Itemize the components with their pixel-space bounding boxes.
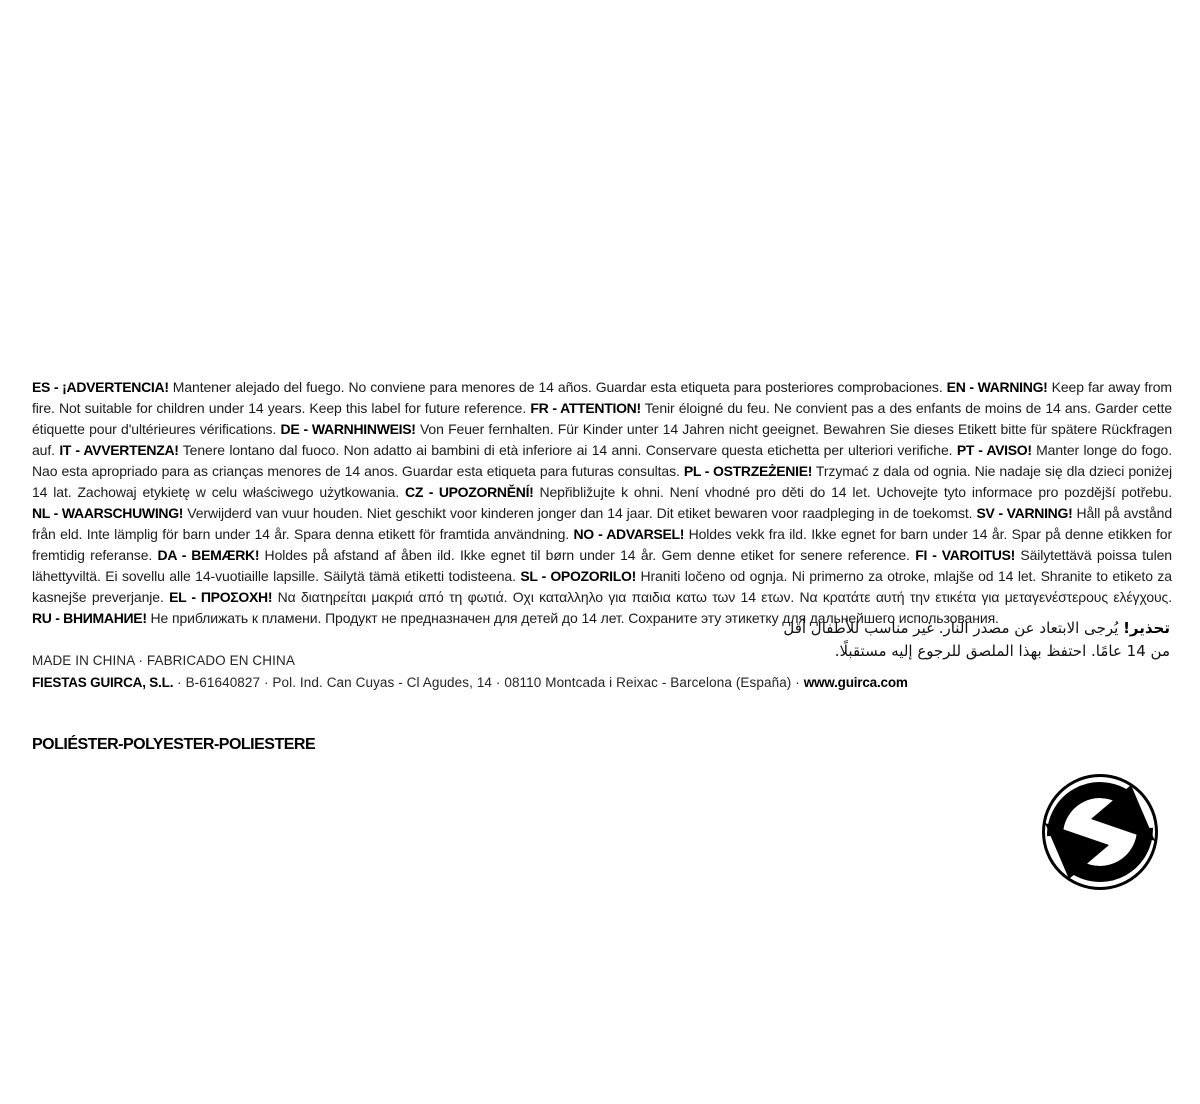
warning-text-da: Holdes på afstand af åben ild. Ikke egnet til børn under 14 år. Gem denne etiket for senere reference. [259,547,916,563]
warning-text-pt: Manter longe do fogo. Nao esta apropriado para as crianças menores de 14 anos. Guardar esta etiqueta para futuras consultas. [32,442,1172,479]
warning-text-no: Holdes vekk fra ild. Ikke egnet for barn under 14 år. Spar på denne etikken for fremtidig referanse. [32,526,1173,563]
warning-text-fi: Säilytettävä poissa tulen lähettyviltä. Ei sovellu alle 14-vuotiaille lapsille. Säilytä tämä etiketti todisteena. [32,547,1172,584]
warning-label-cz: CZ - UPOZORNĚNÍ! [405,484,534,500]
warning-label-nl: NL - WAARSCHUWING! [32,505,184,521]
warning-label-en: EN - WARNING! [946,379,1048,395]
warning-text-sl: Hraniti ločeno od ognja. Ni primerno za otroke, mlajše od 14 let. Shranite to etiketo za kasnejše preverjanje. [32,568,1172,605]
warning-label-es: ES - ¡ADVERTENCIA! [32,379,169,395]
warning-label-sl: SL - OPOZORILO! [520,568,636,584]
warning-text-cz: Nepřibližujte k ohni. Není vhodné pro děti do 14 let. Uchovejte tyto informace pro pozdější potřebu. [533,484,1172,500]
arabic-warning-label: تحذير! [1123,619,1170,637]
warning-paragraph [32,377,1172,629]
arabic-warning-text-2: من 14 عامًا. احتفظ بهذا الملصق للرجوع إليه مستقبلًا. [834,642,1170,660]
warning-label-de: DE - WARNHINWEIS! [280,421,416,437]
warning-label-no: NO - ADVARSEL! [573,526,685,542]
arabic-warning-line-2 [783,640,1170,663]
made-in-line: MADE IN CHINA · FABRICADO EN CHINA [32,653,295,668]
company-website: www.guirca.com [803,675,908,690]
warning-label-fi: FI - VAROITUS! [915,547,1015,563]
warning-text-es: Mantener alejado del fuego. No conviene para menores de 14 años. Guardar esta etiqueta para posteriores comprobaciones. [168,379,947,395]
warning-label-ru: RU - ВНИМАНИЕ! [32,610,147,626]
warning-text-el: Να διατηρείται μακριά από τη φωτιά. Οχι καταλληλο για παιδια κατω των 14 ετων. Να κρατάτε αυτή την ετικέτα για μεταγενέστερους ελέγχους. [272,589,1172,605]
warning-label-fr: FR - ATTENTION! [530,400,641,416]
warning-label-it: IT - AVVERTENZA! [59,442,179,458]
warning-text-de: Von Feuer fernhalten. Für Kinder unter 14 Jahren nicht geeignet. Bewahren Sie dieses Etikett bitte für spätere Rückfragen auf. [32,421,1173,458]
company-name: FIESTAS GUIRCA, S.L. [32,675,174,690]
warning-label-pt: PT - AVISO! [956,442,1032,458]
warning-label-sv: SV - VARNING! [976,505,1073,521]
material-line: POLIÉSTER-POLYESTER-POLIESTERE [32,736,316,753]
arabic-warning-text-1: يُرجى الابتعاد عن مصدر النار. غير مناسب للأطفال أقل [783,619,1119,637]
warning-text-nl: Verwijderd van vuur houden. Niet geschikt voor kinderen jonger dan 14 jaar. Dit etiket bewaren voor raadpleging in de toekomst. [183,505,977,521]
warning-text-fr: Tenir éloigné du feu. Ne convient pas a des enfants de moins de 14 ans. Garder cette étiquette pour d'ultérieures vérifications. [32,400,1173,437]
warning-text-en: Keep far away from fire. Not suitable for children under 14 years. Keep this label for future reference. [32,379,1172,416]
green-point-recycling-icon [1040,772,1160,892]
warning-text-pl: Trzymać z dala od ognia. Nie nadaje się dla dzieci poniżej 14 lat. Zachowaj etykietę w celu właściwego użytkowania. [32,463,1172,500]
warning-label-da: DA - BEMÆRK! [157,547,260,563]
warning-label-el: EL - ΠΡΟΣΟΧΗ! [169,589,273,605]
manufacturer-line [32,675,908,690]
warning-text-ru: Не приближать к пламени. Продукт не предназначен для детей до 14 лет. Сохраните эту этикетку для дальнейшего использования. [146,610,999,626]
company-details: · B-61640827 · Pol. Ind. Can Cuyas - Cl Agudes, 14 · 08110 Montcada i Reixac - Barcelona (España) · [173,675,804,690]
warning-label-pl: PL - OSTRZEŻENIE! [683,463,813,479]
warning-text-it: Tenere lontano dal fuoco. Non adatto ai bambini di età inferiore ai 14 anni. Conservare questa etichetta per ulteriori verifiche. [178,442,957,458]
warning-text-sv: Håll på avstånd från eld. Inte lämplig för barn under 14 år. Spara denna etikett för framtida användning. [32,505,1173,542]
arabic-warning-line-1 [783,617,1170,640]
arabic-warning-block [783,617,1170,663]
